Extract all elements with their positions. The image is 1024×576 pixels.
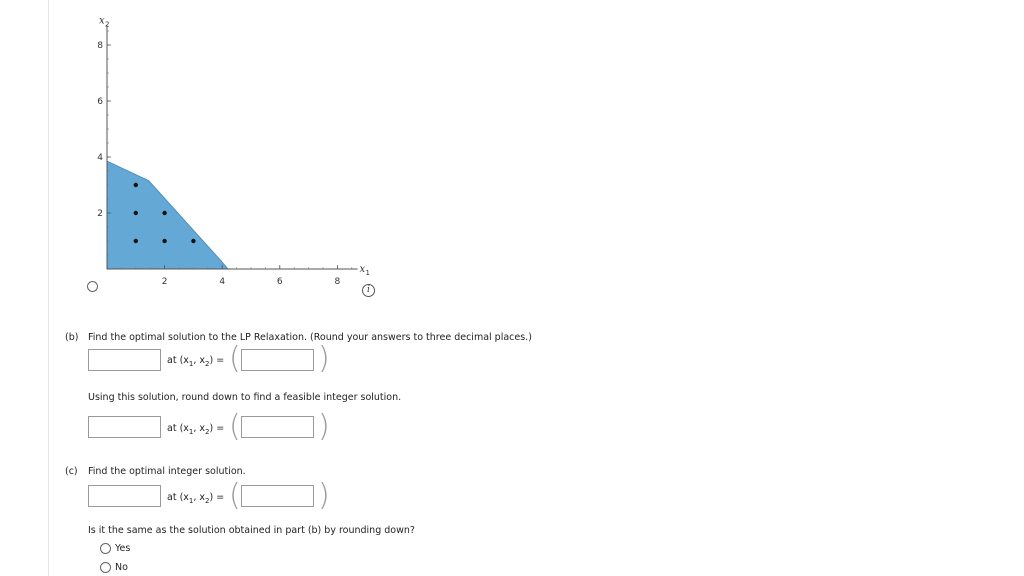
paren-right: )	[318, 478, 330, 513]
yes-label: Yes	[115, 543, 131, 554]
y-tick-label: 2	[97, 209, 103, 219]
at-label-3: at ($x_1$, $x_2$) =	[167, 492, 225, 505]
at-label-1: at ($x_1$, $x_2$) =	[167, 355, 225, 368]
x-tick-label: 2	[161, 277, 168, 285]
paren-right: )	[318, 409, 330, 444]
y-tick-label: 6	[97, 97, 103, 107]
same-solution-question: Is it the same as the solution obtained in part (b) by rounding down?	[88, 525, 415, 536]
part-c-prompt: Find the optimal integer solution.	[88, 466, 246, 477]
integer-point	[134, 183, 138, 187]
feasible-region	[107, 161, 228, 269]
at-label-2: at ($x_1$, $x_2$) =	[167, 423, 225, 436]
x-tick-label: 4	[219, 277, 226, 285]
integer-point	[191, 239, 195, 243]
no-label: No	[115, 562, 128, 573]
rounded-objective-input[interactable]	[88, 416, 161, 438]
integer-point	[134, 211, 138, 215]
lp-point-input[interactable]	[241, 349, 314, 371]
rounded-point-input[interactable]	[241, 416, 314, 438]
x-tick-label: 8	[334, 277, 341, 285]
integer-point	[162, 211, 166, 215]
part-c-label: (c)	[65, 466, 78, 477]
feasible-region-graph	[60, 10, 380, 285]
no-radio[interactable]	[100, 562, 111, 573]
x-axis-sub: 1	[365, 269, 371, 277]
paren-left: (	[229, 478, 241, 513]
yes-radio[interactable]	[100, 543, 111, 554]
integer-objective-input[interactable]	[88, 485, 161, 507]
integer-point	[162, 239, 166, 243]
x-tick-label: 6	[276, 277, 283, 285]
paren-left: (	[229, 409, 241, 444]
integer-point-input[interactable]	[241, 485, 314, 507]
integer-point	[134, 239, 138, 243]
part-b-prompt: Find the optimal solution to the LP Relaxation. (Round your answers to three decimal places.)	[88, 332, 532, 343]
paren-left: (	[229, 341, 241, 376]
lp-objective-input[interactable]	[88, 349, 161, 371]
paren-right: )	[318, 341, 330, 376]
round-down-prompt: Using this solution, round down to find a feasible integer solution.	[88, 392, 402, 403]
part-b-label: (b)	[65, 332, 79, 343]
y-axis-sub: 2	[105, 20, 110, 29]
y-axis-label: x	[99, 15, 105, 27]
page-divider	[48, 0, 49, 576]
y-tick-label: 4	[97, 153, 103, 163]
x-axis-label: x	[359, 264, 366, 275]
info-icon[interactable]: i	[362, 284, 375, 297]
y-tick-label: 8	[97, 41, 103, 51]
graph-select-radio[interactable]	[87, 281, 98, 292]
